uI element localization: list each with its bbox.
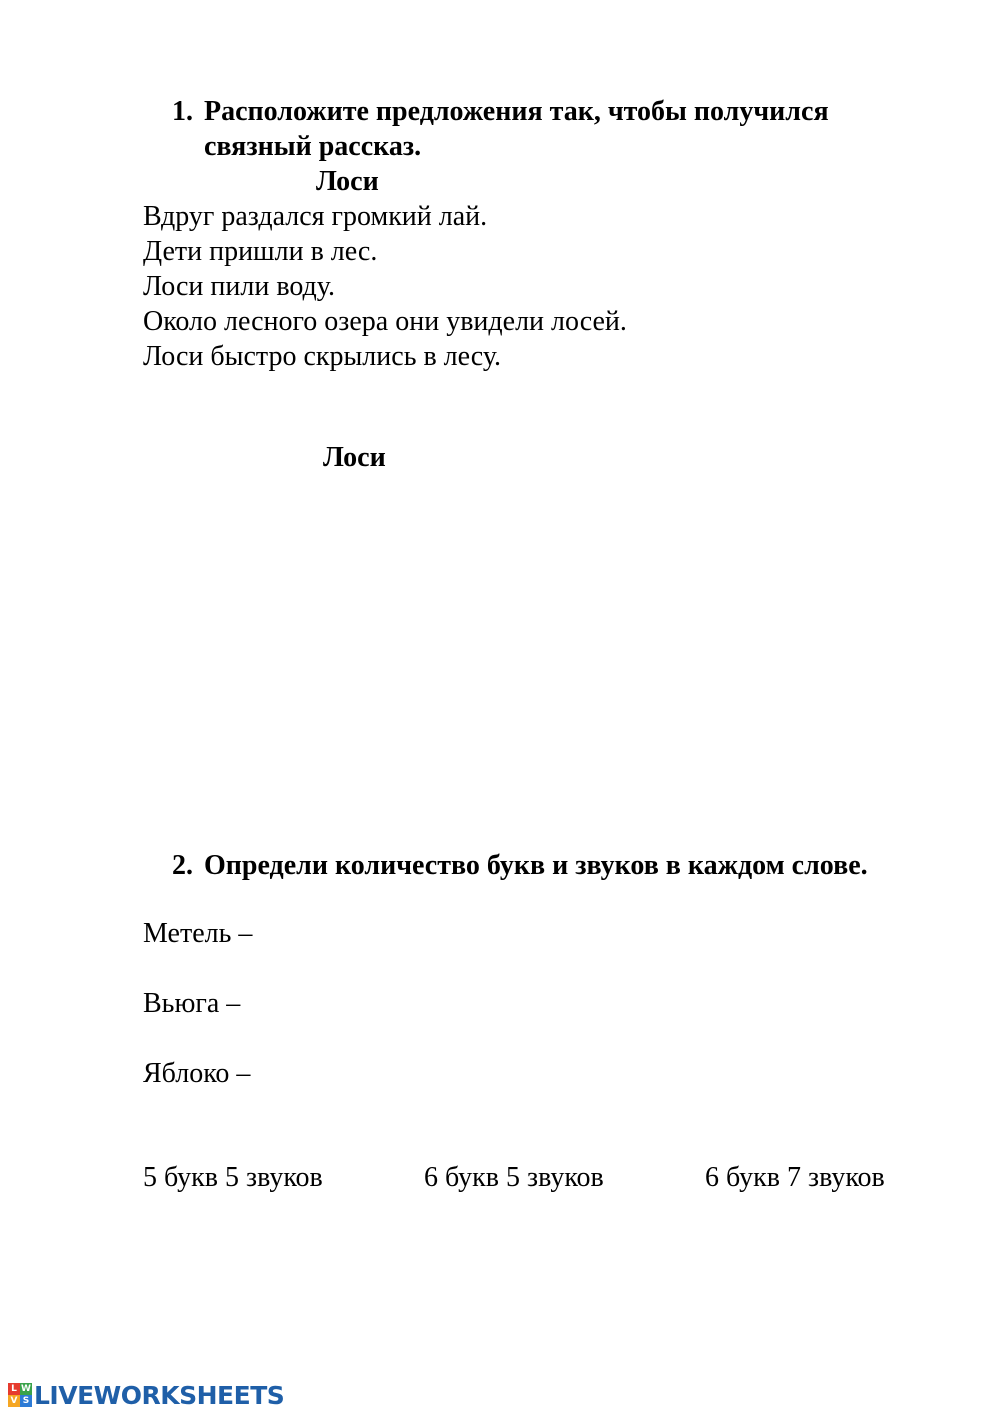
task1-number: 1. bbox=[172, 96, 193, 127]
logo-tile: S bbox=[20, 1395, 32, 1407]
sentence-item[interactable]: Лоси быстро скрылись в лесу. bbox=[143, 341, 502, 372]
word-answer-slot[interactable] bbox=[272, 1058, 572, 1092]
sentence-item[interactable]: Лоси пили воду. bbox=[143, 271, 335, 302]
option-item[interactable]: 6 букв 5 звуков bbox=[424, 1162, 604, 1193]
logo-text: LIVEWORKSHEETS bbox=[34, 1380, 285, 1410]
liveworksheets-logo bbox=[8, 1380, 284, 1410]
task2-number: 2. bbox=[172, 850, 193, 881]
task1-heading-line1: Расположите предложения так, чтобы получился bbox=[204, 96, 829, 127]
answer-title: Лоси bbox=[323, 442, 386, 473]
story-title: Лоси bbox=[316, 166, 379, 197]
word-item: Вьюга – bbox=[143, 988, 241, 1019]
word-item: Метель – bbox=[143, 918, 253, 949]
liveworksheets-logo-icon bbox=[8, 1383, 32, 1407]
option-item[interactable]: 5 букв 5 звуков bbox=[143, 1162, 323, 1193]
sentence-item[interactable]: Дети пришли в лес. bbox=[143, 236, 378, 267]
logo-tile: L bbox=[8, 1383, 20, 1395]
word-answer-slot[interactable] bbox=[270, 918, 570, 952]
logo-tile: W bbox=[21, 1384, 31, 1394]
logo-tile: V bbox=[8, 1395, 20, 1407]
task2-heading: Определи количество букв и звуков в каждом слове. bbox=[204, 850, 868, 881]
option-item[interactable]: 6 букв 7 звуков bbox=[705, 1162, 885, 1193]
task1-heading-line2: связный рассказ. bbox=[204, 131, 422, 162]
word-item: Яблоко – bbox=[143, 1058, 251, 1089]
answer-drop-area[interactable] bbox=[143, 490, 903, 820]
sentence-item[interactable]: Около лесного озера они увидели лосей. bbox=[143, 306, 627, 337]
word-answer-slot[interactable] bbox=[260, 988, 560, 1022]
sentence-item[interactable]: Вдруг раздался громкий лай. bbox=[143, 201, 488, 232]
